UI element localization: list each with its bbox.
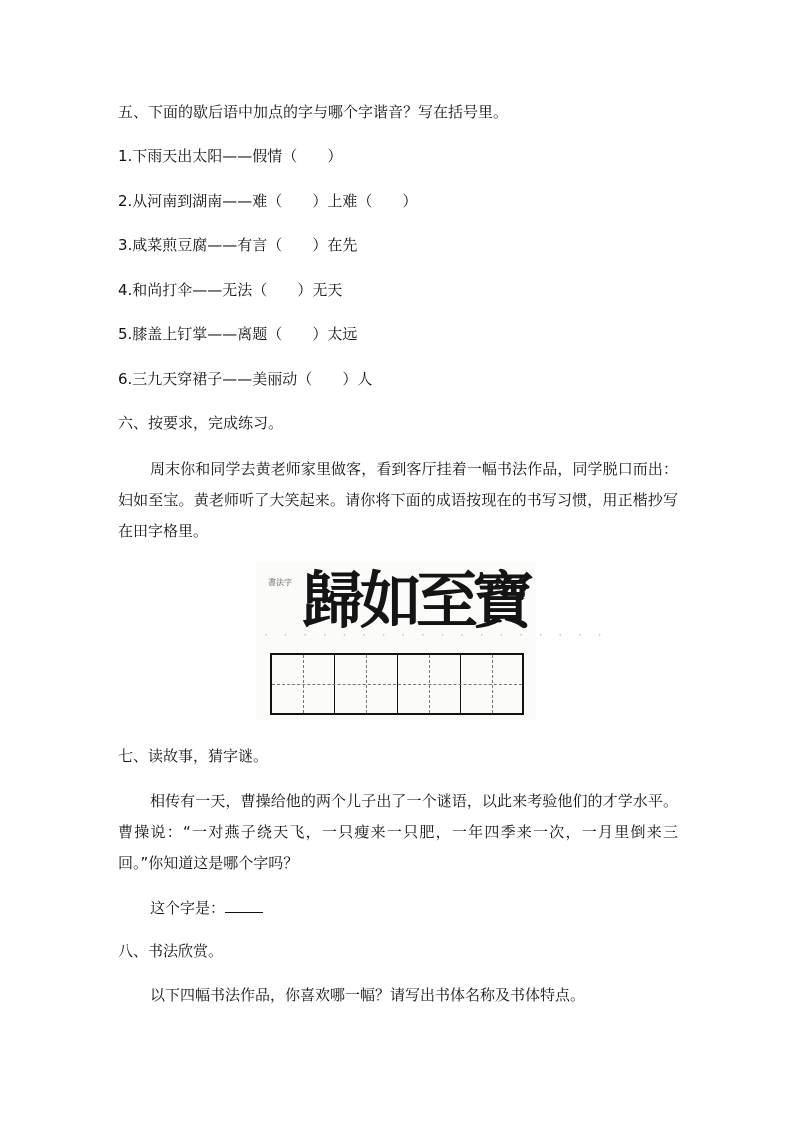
- section5-item-3: 3.咸菜煎豆腐——有言（ ）在先: [118, 236, 358, 254]
- section8-heading: 八、书法欣赏。: [118, 942, 224, 960]
- section6-heading: 六、按要求，完成练习。: [118, 414, 284, 432]
- calligraphy-char-4: 寶: [472, 564, 535, 637]
- section7-answer-line: [150, 898, 263, 918]
- calligraphy-char-2: 如: [360, 564, 423, 637]
- section8-paragraph: 以下四幅书法作品，你喜欢哪一幅？请写出书体名称及书体特点。: [150, 986, 586, 1004]
- calligraphy-background-text: · · · · · · · · · · · · · · · · · ·: [264, 628, 608, 642]
- section7-heading: 七、读故事，猜字谜。: [118, 747, 269, 765]
- tian-zi-ge-grid[interactable]: [270, 653, 524, 715]
- calligraphy-char-1: 歸: [302, 564, 365, 637]
- section5-item-2: 2.从河南到湖南——难（ ）上难（ ）: [118, 192, 418, 210]
- section5-item-6: 6.三九天穿裙子——美丽动（ ）人: [118, 370, 373, 388]
- section5-item-4: 4.和尚打伞——无法（ ）无天: [118, 281, 343, 299]
- section5-item-5: 5.膝盖上钉掌——离题（ ）太远: [118, 325, 358, 343]
- section7-answer-label: 这个字是：: [150, 899, 226, 917]
- answer-blank[interactable]: [225, 898, 263, 913]
- section7-paragraph: 相传有一天，曹操给他的两个儿子出了一个谜语，以此来考验他们的才学水平。曹操说：“一对燕子绕天飞，一只瘦来一只肥，一年四季来一次，一月里倒来三回。”你知道这是哪个字吗？: [118, 792, 678, 872]
- calligraphy-seal: 書法字: [268, 578, 292, 587]
- calligraphy-char-3: 至: [416, 564, 479, 637]
- section5-item-1: 1.下雨天出太阳——假情（ ）: [118, 147, 343, 165]
- section5-heading: 五、下面的歇后语中加点的字与哪个字谐音？写在括号里。: [118, 103, 509, 121]
- section6-paragraph: 周末你和同学去黄老师家里做客，看到客厅挂着一幅书法作品，同学脱口而出：妇如至宝。黄老师听了大笑起来。请你将下面的成语按现在的书写习惯，用正楷抄写在田字格里。: [118, 460, 678, 540]
